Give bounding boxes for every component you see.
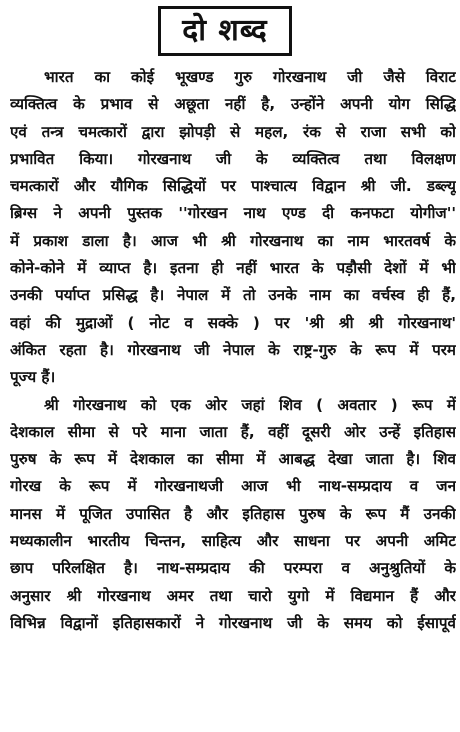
text-line: में प्रकाश डाला है। आज भी श्री गोरखनाथ का नाम भारतवर्ष के — [10, 231, 456, 250]
text-line: अंकित रहता है। गोरखनाथ जी नेपाल के राष्ट्र-गुरु के रूप में परम — [10, 340, 456, 359]
text-line: पुरुष के रूप में देशकाल का सीमा में आबद्ध देखा जाता है। शिव — [10, 450, 456, 469]
text-line: पूज्य हैं। — [10, 368, 56, 387]
text-line: मानस में पूजित उपासित है और इतिहास पुरुष के रूप मैं उनकी — [10, 504, 456, 523]
text-line: कोने-कोने में व्याप्त है। इतना ही नहीं भारत के पड़ौसी देशों में भी — [10, 259, 456, 278]
text-line: वहां की मुद्राओं ( नोट व सक्के ) पर 'श्री श्री श्री गोरखनाथ' — [10, 313, 456, 332]
text-line: अनुसार श्री गोरखनाथ अमर तथा चारो युगो में विद्यमान हैं और — [10, 586, 456, 605]
paragraph-1 — [10, 64, 456, 392]
text-line: चमत्कारों और यौगिक सिद्धियों पर पाश्चात्य विद्वान श्री जी. डब्ल्यू — [10, 177, 456, 196]
text-line: मध्यकालीन भारतीय चिन्तन, साहित्य और साधना पर अपनी अमिट — [10, 532, 456, 551]
text-line: छाप परिलक्षित है। नाथ-सम्प्रदाय की परम्परा व अनुश्रुतियों के — [10, 559, 456, 578]
paragraph-2 — [10, 392, 456, 638]
text-line: विभिन्न विद्वानों इतिहासकारों ने गोरखनाथ जी के समय को ईसापूर्व — [10, 613, 456, 632]
page-title: दो शब्द — [182, 13, 268, 48]
body-text — [10, 64, 456, 637]
text-line: उनकी पर्याप्त प्रसिद्ध है। नेपाल में तो उनके नाम का वर्चस्व ही हैं, — [10, 286, 456, 305]
text-line: भारत का कोई भूखण्ड गुरु गोरखनाथ जी जैसे विराट — [44, 68, 456, 86]
text-line: एवं तन्त्र चमत्कारों द्वारा झोपड़ी से महल, रंक से राजा सभी को — [10, 122, 456, 141]
text-line: देशकाल सीमा से परे माना जाता हैं, वहीं दूसरी ओर उन्हें इतिहास — [10, 422, 456, 441]
text-line: गोरख के रूप में गोरखनाथजी आज भी नाथ-सम्प्रदाय व जन — [10, 477, 456, 496]
text-line: व्यक्तित्व के प्रभाव से अछूता नहीं है, उन्होंने अपनी योग सिद्धि — [10, 95, 456, 114]
text-line: श्री गोरखनाथ को एक ओर जहां शिव ( अवतार ) रूप में — [44, 395, 456, 414]
text-line: प्रभावित किया। गोरखनाथ जी के व्यक्तित्व तथा विलक्षण — [10, 149, 456, 168]
title-box — [158, 6, 292, 56]
text-line: ब्रिग्स ने अपनी पुस्तक ''गोरखन नाथ एण्ड दी कनफटा योगीज'' — [10, 204, 456, 223]
